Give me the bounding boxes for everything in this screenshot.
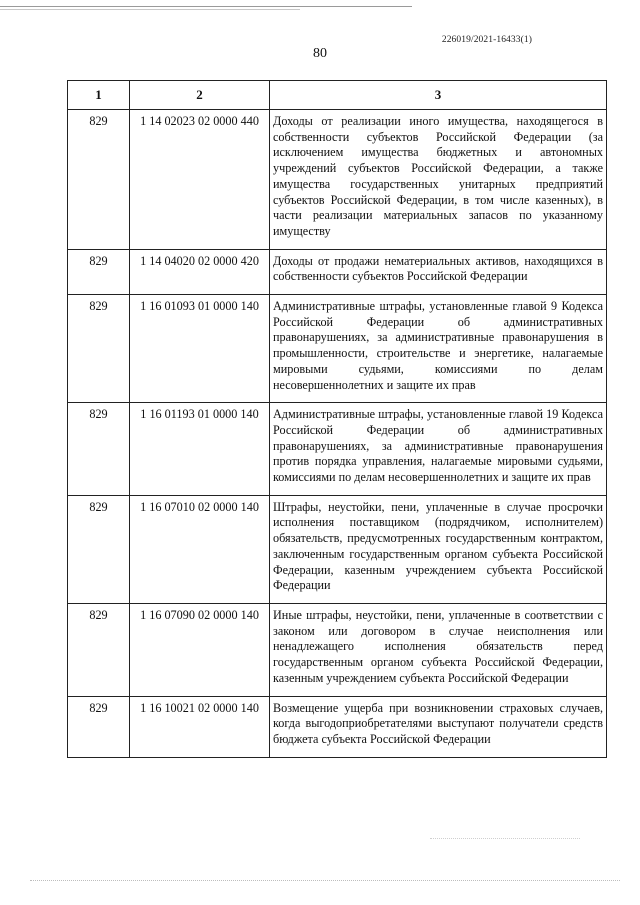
budget-classification-code-cell: 1 16 01093 01 0000 140	[130, 295, 270, 403]
top-scan-line-secondary	[0, 9, 300, 10]
column-header-2: 2	[130, 81, 270, 110]
bottom-scan-line	[30, 880, 620, 882]
table-row	[68, 696, 607, 757]
column-header-1: 1	[68, 81, 130, 110]
table-row	[68, 603, 607, 696]
table-row	[68, 495, 607, 603]
administrator-code-cell: 829	[68, 603, 130, 696]
scan-artifact-dots	[430, 838, 580, 840]
budget-classification-code-cell: 1 16 07010 02 0000 140	[130, 495, 270, 603]
income-description-cell: Доходы от реализации иного имущества, находящегося в собственности субъектов Российской Федерации (за исключением имущества бюджетных и автономных учреждений субъектов Российской Федерации, а также имущества государственных унитарных предприятий субъектов Российской Федерации, в том числе казенных), в части реализации материальных запасов по указанному имуществу	[270, 110, 607, 250]
table-header-row	[68, 81, 607, 110]
income-description-cell: Штрафы, неустойки, пени, уплаченные в случае просрочки исполнения поставщиком (подрядчиком, исполнителем) обязательств, предусмотренных государственным контрактом, заключенным государственным органом субъекта Российской Федерации, казенным учреждением субъекта Российской Федерации	[270, 495, 607, 603]
budget-classification-code-cell: 1 14 02023 02 0000 440	[130, 110, 270, 250]
table-row	[68, 295, 607, 403]
administrator-code-cell: 829	[68, 249, 130, 294]
budget-classification-code-cell: 1 16 10021 02 0000 140	[130, 696, 270, 757]
revenue-codes-table	[67, 80, 607, 758]
budget-classification-code-cell: 1 14 04020 02 0000 420	[130, 249, 270, 294]
table-row	[68, 403, 607, 496]
income-description-cell: Возмещение ущерба при возникновении страховых случаев, когда выгодоприобретателями выступают получатели средств бюджета субъекта Российской Федерации	[270, 696, 607, 757]
administrator-code-cell: 829	[68, 403, 130, 496]
income-description-cell: Административные штрафы, установленные главой 19 Кодекса Российской Федерации об административных правонарушениях, за административные правонарушения против порядка управления, налагаемые мировыми судьями, комиссиями по делам несовершеннолетних и защите их прав	[270, 403, 607, 496]
top-scan-line	[0, 6, 412, 7]
table-row	[68, 110, 607, 250]
page-number: 80	[313, 46, 327, 61]
document-id: 226019/2021-16433(1)	[441, 35, 532, 45]
budget-classification-code-cell: 1 16 01193 01 0000 140	[130, 403, 270, 496]
budget-classification-code-cell: 1 16 07090 02 0000 140	[130, 603, 270, 696]
administrator-code-cell: 829	[68, 295, 130, 403]
column-header-3: 3	[270, 81, 607, 110]
administrator-code-cell: 829	[68, 696, 130, 757]
income-description-cell: Административные штрафы, установленные главой 9 Кодекса Российской Федерации об административных правонарушениях, за административные правонарушения в промышленности, строительстве и энергетике, налагаемые мировыми судьями, комиссиями по делам несовершеннолетних и защите их прав	[270, 295, 607, 403]
administrator-code-cell: 829	[68, 495, 130, 603]
table-row	[68, 249, 607, 294]
income-description-cell: Доходы от продажи нематериальных активов, находящихся в собственности субъектов Российской Федерации	[270, 249, 607, 294]
income-description-cell: Иные штрафы, неустойки, пени, уплаченные в соответствии с законом или договором в случае неисполнения или ненадлежащего исполнения обязательств перед государственным органом субъекта Российской Федерации, казенным учреждением субъекта Российской Федерации	[270, 603, 607, 696]
administrator-code-cell: 829	[68, 110, 130, 250]
